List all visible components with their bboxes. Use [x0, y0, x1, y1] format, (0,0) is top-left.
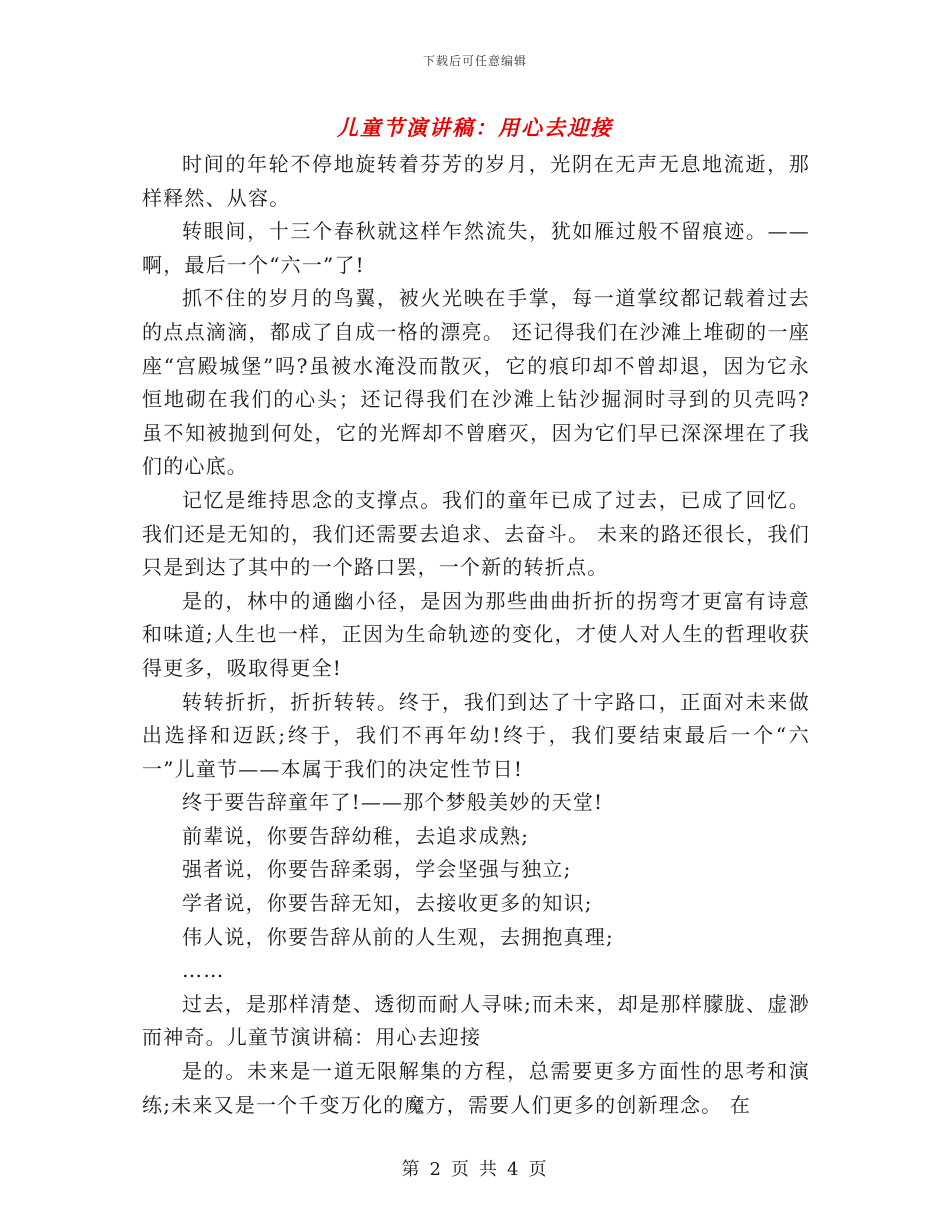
paragraph-13: 过去，是那样清楚、透彻而耐人寻味;而未来，却是那样朦胧、虚渺而神奇。儿童节演讲稿：用心去迎接: [142, 991, 810, 1050]
page-footer: [0, 1155, 950, 1181]
paragraph-3: 抓不住的岁月的鸟翼，被火光映在手掌，每一道掌纹都记载着过去的点点滴滴，都成了自成一格的漂亮。 还记得我们在沙滩上堆砌的一座座“宫殿城堡”吗?虽被水淹没而散灭，它的痕印却不曾却退，因为它永恒地砌在我们的心头；还记得我们在沙滩上钻沙掘洞时寻到的贝壳吗?虽不知被抛到何处，它的光辉却不曾磨灭，因为它们早已深深埋在了我们的心底。: [142, 286, 810, 479]
paragraph-1: 时间的年轮不停地旋转着芬芳的岁月，光阴在无声无息地流逝，那样释然、从容。: [142, 152, 810, 210]
paragraph-5: 是的，林中的通幽小径，是因为那些曲曲折折的拐弯才更富有诗意和味道;人生也一样，正因为生命轨迹的变化，才使人对人生的哲理收获得更多，吸取得更全!: [142, 588, 810, 680]
paragraph-8: 前辈说，你要告辞幼稚，去追求成熟;: [182, 823, 530, 848]
footer-suffix: 页: [528, 1159, 549, 1180]
paragraph-7: 终于要告辞童年了!——那个梦般美妙的天堂!: [182, 790, 604, 815]
footer-current-page: 2: [429, 1159, 443, 1180]
footer-page-word: 页: [451, 1159, 471, 1180]
paragraph-10: 学者说，你要告辞无知，去接收更多的知识;: [182, 891, 593, 916]
paragraph-14: 是的。未来是一道无限解集的方程，总需要更多方面性的思考和演练;未来又是一个千变万化的魔方，需要人们更多的创新理念。 在: [142, 1059, 810, 1117]
paragraph-2: 转眼间，十三个春秋就这样乍然流失，犹如雁过般不留痕迹。——啊，最后一个“六一”了!: [142, 219, 810, 277]
paragraph-9: 强者说，你要告辞柔弱，学会坚强与独立;: [182, 857, 572, 882]
paragraph-4: 记忆是维持思念的支撑点。我们的童年已成了过去，已成了回忆。我们还是无知的，我们还需要去追求、去奋斗。 未来的路还很长，我们只是到达了其中的一个路口罢，一个新的转折点。: [142, 487, 810, 580]
footer-prefix: 第: [401, 1159, 422, 1180]
footer-total-word: 共: [479, 1159, 499, 1180]
paragraph-ellipsis: ……: [182, 958, 225, 983]
footer-total-pages: 4: [507, 1159, 521, 1180]
page-header-note: 下载后可任意编辑: [422, 54, 527, 68]
paragraph-6: 转转折折，折折转转。终于，我们到达了十字路口，正面对未来做出选择和迈跃;终于，我们不再年幼!终于，我们要结束最后一个“六一”儿童节——本属于我们的决定性节日!: [142, 689, 810, 781]
document-title: 儿童节演讲稿：用心去迎接: [337, 115, 613, 140]
document-body: [142, 148, 810, 1122]
paragraph-11: 伟人说，你要告辞从前的人生观，去拥抱真理;: [182, 924, 614, 949]
